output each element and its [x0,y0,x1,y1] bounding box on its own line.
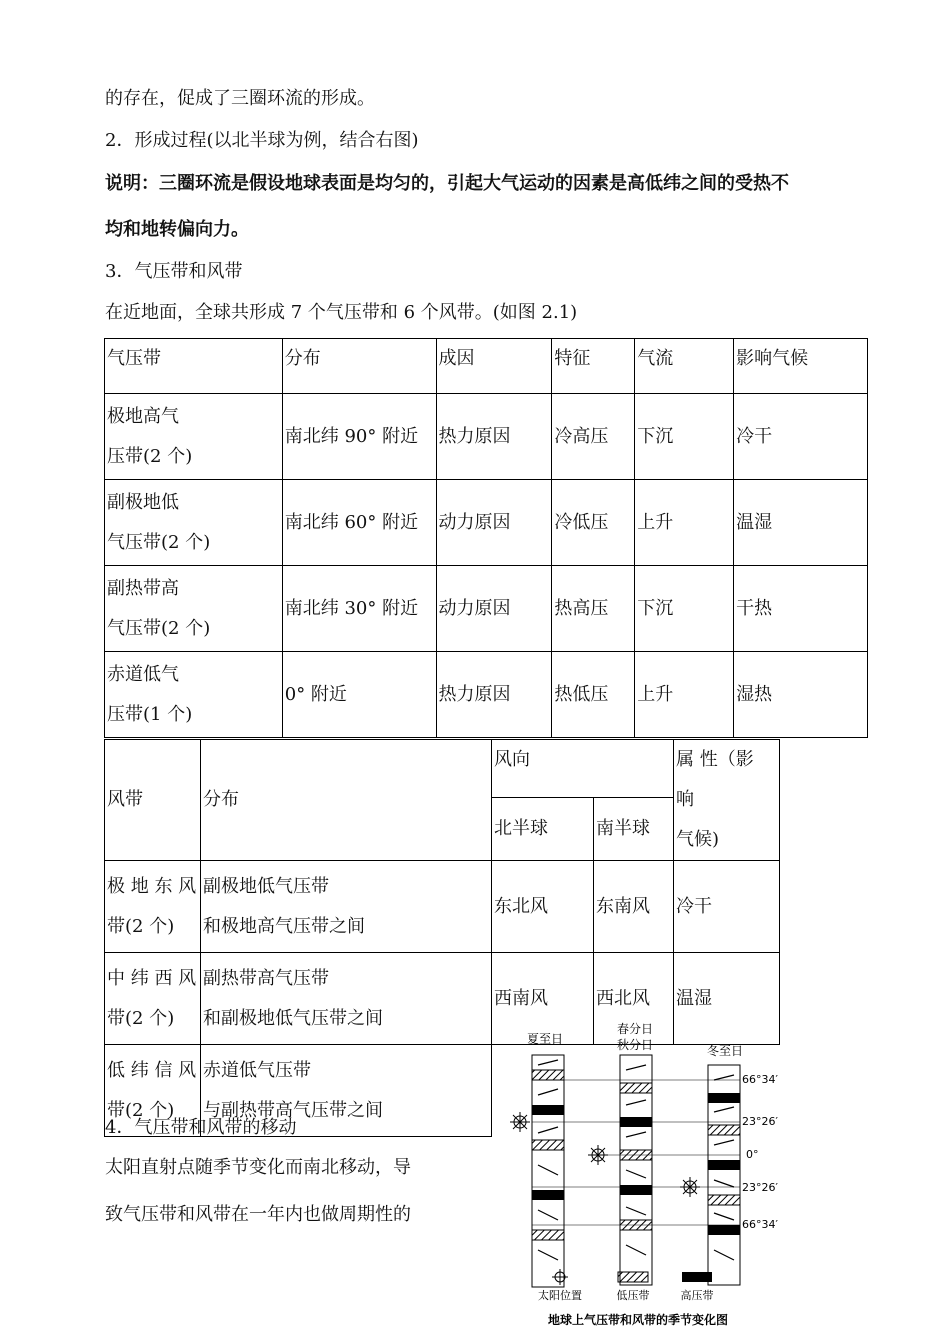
legend-high-label: 高压带 [680,1289,714,1302]
belt-name-cell: 中 纬 西 风 带(2 个) [105,953,201,1045]
table-cell: 东北风 [492,861,594,953]
header-cell: 气压带 [105,339,283,394]
table-row [105,566,868,652]
latitude-label: 66°34′ [742,1073,778,1086]
table-cell: 南北纬 60° 附近 [282,480,436,566]
table-row [105,652,868,738]
header-cell: 气流 [635,339,734,394]
sun-icon [510,1112,530,1132]
low-pressure-swatch [618,1272,648,1282]
table-cell: 西北风 [594,953,674,1045]
table-cell: 热力原因 [436,652,552,738]
table-cell: 下沉 [635,394,734,480]
table-row [105,480,868,566]
note-line-1: 说明：三圈环流是假设地球表面是均匀的，引起大气运动的因素是高低纬之间的受热不 [105,173,789,194]
belt-name-cell: 副极地低 气压带(2 个) [105,480,283,566]
text-line-2: 2．形成过程(以北半球为例，结合右图) [105,130,419,151]
header-cell: 分布 [201,740,492,861]
table-cell: 热低压 [552,652,635,738]
table-cell: 冷高压 [552,394,635,480]
distribution-cell: 副极地低气压带 和极地高气压带之间 [201,861,492,953]
sun-icon [552,1269,568,1285]
header-cell: 分布 [282,339,436,394]
seasonal-shift-figure [490,1015,790,1335]
distribution-cell: 赤道低气压带 与副热带高气压带之间 [201,1045,492,1137]
table-cell: 南北纬 30° 附近 [282,566,436,652]
header-cell: 北半球 [492,797,594,860]
header-cell: 成因 [436,339,552,394]
winter-column [708,1065,740,1285]
table-header-row [105,740,780,798]
header-cell: 风向 [492,740,674,798]
pressure-belt-table [104,338,868,738]
table-row [105,394,868,480]
table-cell: 冷干 [734,394,868,480]
header-cell: 南半球 [594,797,674,860]
text-line-1: 的存在，促成了三圈环流的形成。 [105,88,375,109]
table-cell: 南北纬 90° 附近 [282,394,436,480]
latitude-label: 23°26′ [742,1181,778,1194]
belt-name-cell: 极地高气 压带(2 个) [105,394,283,480]
latitude-label: 66°34′ [742,1218,778,1231]
header-cell: 属 性（影 响 气候) [674,740,780,861]
belt-name-cell: 赤道低气 压带(1 个) [105,652,283,738]
belt-name-cell: 副热带高 气压带(2 个) [105,566,283,652]
label-autumn-equinox: 秋分日 [616,1038,654,1052]
table-cell: 西南风 [492,953,594,1045]
table-header-row [105,339,868,394]
paragraph-line-1: 太阳直射点随季节变化而南北移动，导 [105,1157,411,1178]
header-cell: 特征 [552,339,635,394]
latitude-label: 0° [746,1148,759,1161]
header-cell: 风带 [105,740,201,861]
legend-sun-label: 太阳位置 [538,1289,582,1302]
header-cell: 影响气候 [734,339,868,394]
paragraph-line-2: 致气压带和风带在一年内也做周期性的 [105,1204,411,1225]
legend-low-label: 低压带 [616,1289,650,1302]
section-3-heading: 3．气压带和风带 [105,261,243,282]
table-cell: 下沉 [635,566,734,652]
table-cell: 湿热 [734,652,868,738]
sun-icon [588,1145,608,1165]
table-cell: 动力原因 [436,566,552,652]
label-spring-equinox: 春分日 [616,1022,654,1036]
table-cell: 冷干 [674,861,780,953]
table-cell: 冷低压 [552,480,635,566]
high-pressure-swatch [682,1272,712,1282]
sun-icon [680,1177,700,1197]
table-cell: 干热 [734,566,868,652]
text-line-4: 在近地面，全球共形成 7 个气压带和 6 个风带。(如图 2.1) [105,302,578,323]
figure-caption: 地球上气压带和风带的季节变化图 [547,1313,729,1327]
table-cell: 动力原因 [436,480,552,566]
table-cell: 温湿 [674,953,780,1045]
table-cell: 东南风 [594,861,674,953]
latitude-label: 23°26′ [742,1115,778,1128]
table-cell: 上升 [635,480,734,566]
table-row [105,861,780,953]
section-4-heading: 4．气压带和风带的移动 [105,1117,297,1138]
belt-name-cell: 低 纬 信 风 带(2 个) [105,1045,201,1137]
summer-column [532,1055,564,1287]
distribution-cell: 副热带高气压带 和副极地低气压带之间 [201,953,492,1045]
belt-name-cell: 极 地 东 风 带(2 个) [105,861,201,953]
label-winter-solstice: 冬至日 [706,1044,744,1058]
note-line-2: 均和地转偏向力。 [105,219,249,240]
table-cell: 温湿 [734,480,868,566]
table-cell: 热力原因 [436,394,552,480]
label-summer-solstice: 夏至日 [526,1032,564,1046]
table-cell: 0° 附近 [282,652,436,738]
table-cell: 上升 [635,652,734,738]
table-cell: 热高压 [552,566,635,652]
